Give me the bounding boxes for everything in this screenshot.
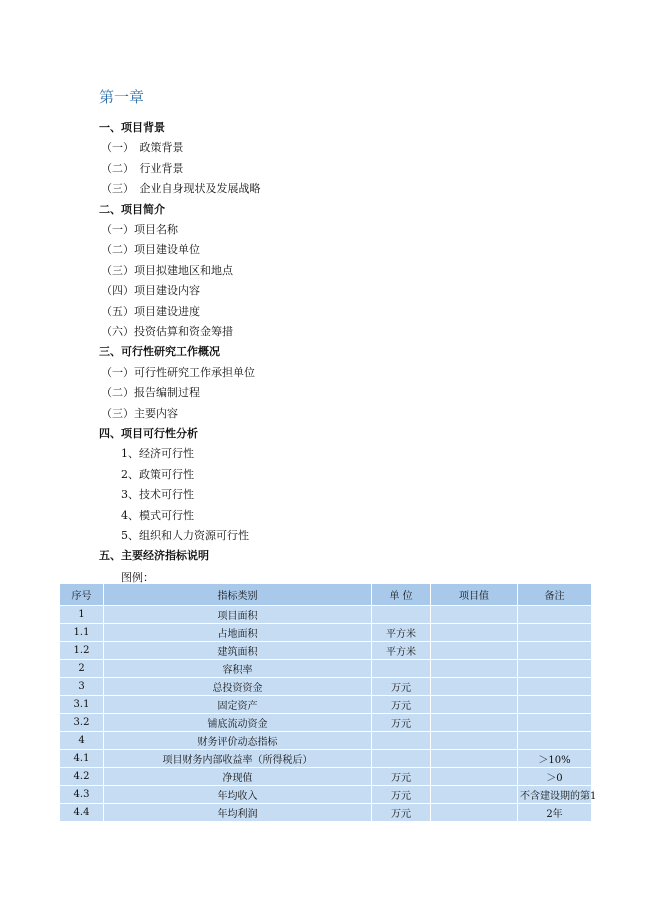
cell-note: 不含建设期的第1 (518, 786, 592, 804)
cell-value (431, 732, 518, 750)
section-item: 2、政策可行性 (121, 467, 194, 481)
cell-unit: 平方米 (372, 624, 431, 642)
section-item: （一）项目名称 (101, 223, 178, 236)
cell-note: ＞0 (518, 768, 592, 786)
cell-index: 4.3 (60, 786, 104, 804)
cell-value (431, 750, 518, 768)
cell-value (431, 786, 518, 804)
cell-indicator: 容积率 (104, 660, 372, 678)
section-item: （三）主要内容 (101, 406, 178, 420)
cell-unit: 平方米 (372, 642, 431, 660)
cell-note (518, 624, 592, 642)
cell-indicator: 净现值 (104, 768, 372, 786)
header-indicator: 指标类别 (104, 584, 372, 606)
cell-indicator: 总投资资金 (104, 678, 372, 696)
header-value: 项目值 (431, 584, 518, 606)
legend-label: 图例： (121, 571, 154, 584)
table-row (60, 642, 592, 660)
chapter-title: 第一章 (99, 88, 145, 106)
cell-unit (372, 660, 431, 678)
cell-index: 2 (60, 660, 104, 678)
cell-note (518, 678, 592, 696)
section-heading: 四、项目可行性分析 (99, 427, 198, 440)
section-item: 4、模式可行性 (121, 508, 194, 522)
cell-unit: 万元 (372, 714, 431, 732)
cell-index: 3 (60, 678, 104, 696)
header-unit: 单 位 (372, 584, 431, 606)
cell-indicator: 占地面积 (104, 624, 372, 642)
cell-unit: 万元 (372, 696, 431, 714)
cell-note: 2年 (518, 804, 592, 822)
cell-indicator: 项目面积 (104, 606, 372, 624)
cell-index: 4.2 (60, 768, 104, 786)
section-heading: 五、主要经济指标说明 (99, 549, 209, 563)
table-row (60, 678, 592, 696)
cell-unit (372, 732, 431, 750)
cell-indicator: 固定资产 (104, 696, 372, 714)
table-row (60, 804, 592, 822)
section-item: （二）报告编制过程 (101, 386, 200, 400)
cell-value (431, 678, 518, 696)
cell-note (518, 660, 592, 678)
cell-indicator: 年均收入 (104, 786, 372, 804)
cell-value (431, 696, 518, 714)
cell-index: 1.2 (60, 642, 104, 660)
cell-index: 4.4 (60, 804, 104, 822)
cell-index: 4.1 (60, 750, 104, 768)
table-row (60, 696, 592, 714)
cell-indicator: 铺底流动资金 (104, 714, 372, 732)
cell-value (431, 660, 518, 678)
cell-note (518, 696, 592, 714)
table-row (60, 660, 592, 678)
cell-value (431, 642, 518, 660)
cell-index: 3.1 (60, 696, 104, 714)
cell-unit (372, 750, 431, 768)
table-row (60, 786, 592, 804)
cell-unit: 万元 (372, 786, 431, 804)
cell-unit: 万元 (372, 768, 431, 786)
section-item: （二）项目建设单位 (101, 243, 200, 257)
section-item: （五）项目建设进度 (101, 304, 200, 318)
section-item: （一） 政策背景 (101, 141, 184, 155)
cell-index: 1.1 (60, 624, 104, 642)
cell-unit (372, 606, 431, 624)
section-item: （四）项目建设内容 (101, 284, 200, 298)
section-item: （一）可行性研究工作承担单位 (101, 365, 255, 379)
section-item: （二） 行业背景 (101, 161, 184, 175)
header-index: 序号 (60, 584, 104, 606)
cell-value (431, 624, 518, 642)
table-row (60, 732, 592, 750)
section-item: （三） 企业自身现状及发展战略 (101, 182, 261, 196)
table-row (60, 606, 592, 624)
section-item: （三）项目拟建地区和地点 (101, 263, 233, 277)
table-row (60, 714, 592, 732)
section-heading: 一、项目背景 (99, 121, 165, 134)
cell-value (431, 804, 518, 822)
cell-indicator: 项目财务内部收益率（所得税后） (104, 750, 372, 768)
cell-index: 4 (60, 732, 104, 750)
section-item: 5、组织和人力资源可行性 (121, 529, 249, 542)
section-item: 3、技术可行性 (121, 488, 194, 502)
table-row (60, 750, 592, 768)
cell-note (518, 642, 592, 660)
cell-index: 3.2 (60, 714, 104, 732)
section-item: （六）投资估算和资金筹措 (101, 325, 233, 338)
header-note: 备注 (518, 584, 592, 606)
table-row (60, 768, 592, 786)
cell-value (431, 768, 518, 786)
table-header-row (60, 584, 592, 606)
cell-indicator: 年均利润 (104, 804, 372, 822)
table-row (60, 624, 592, 642)
cell-value (431, 714, 518, 732)
cell-note (518, 606, 592, 624)
section-heading: 二、项目简介 (99, 202, 165, 216)
cell-value (431, 606, 518, 624)
section-heading: 三、可行性研究工作概况 (99, 345, 220, 359)
cell-unit: 万元 (372, 678, 431, 696)
cell-indicator: 建筑面积 (104, 642, 372, 660)
cell-unit: 万元 (372, 804, 431, 822)
cell-note (518, 714, 592, 732)
cell-note (518, 732, 592, 750)
cell-index: 1 (60, 606, 104, 624)
section-item: 1、经济可行性 (121, 447, 194, 461)
economic-indicators-table (59, 583, 597, 822)
cell-indicator: 财务评价动态指标 (104, 732, 372, 750)
cell-note: ＞10% (518, 750, 592, 768)
